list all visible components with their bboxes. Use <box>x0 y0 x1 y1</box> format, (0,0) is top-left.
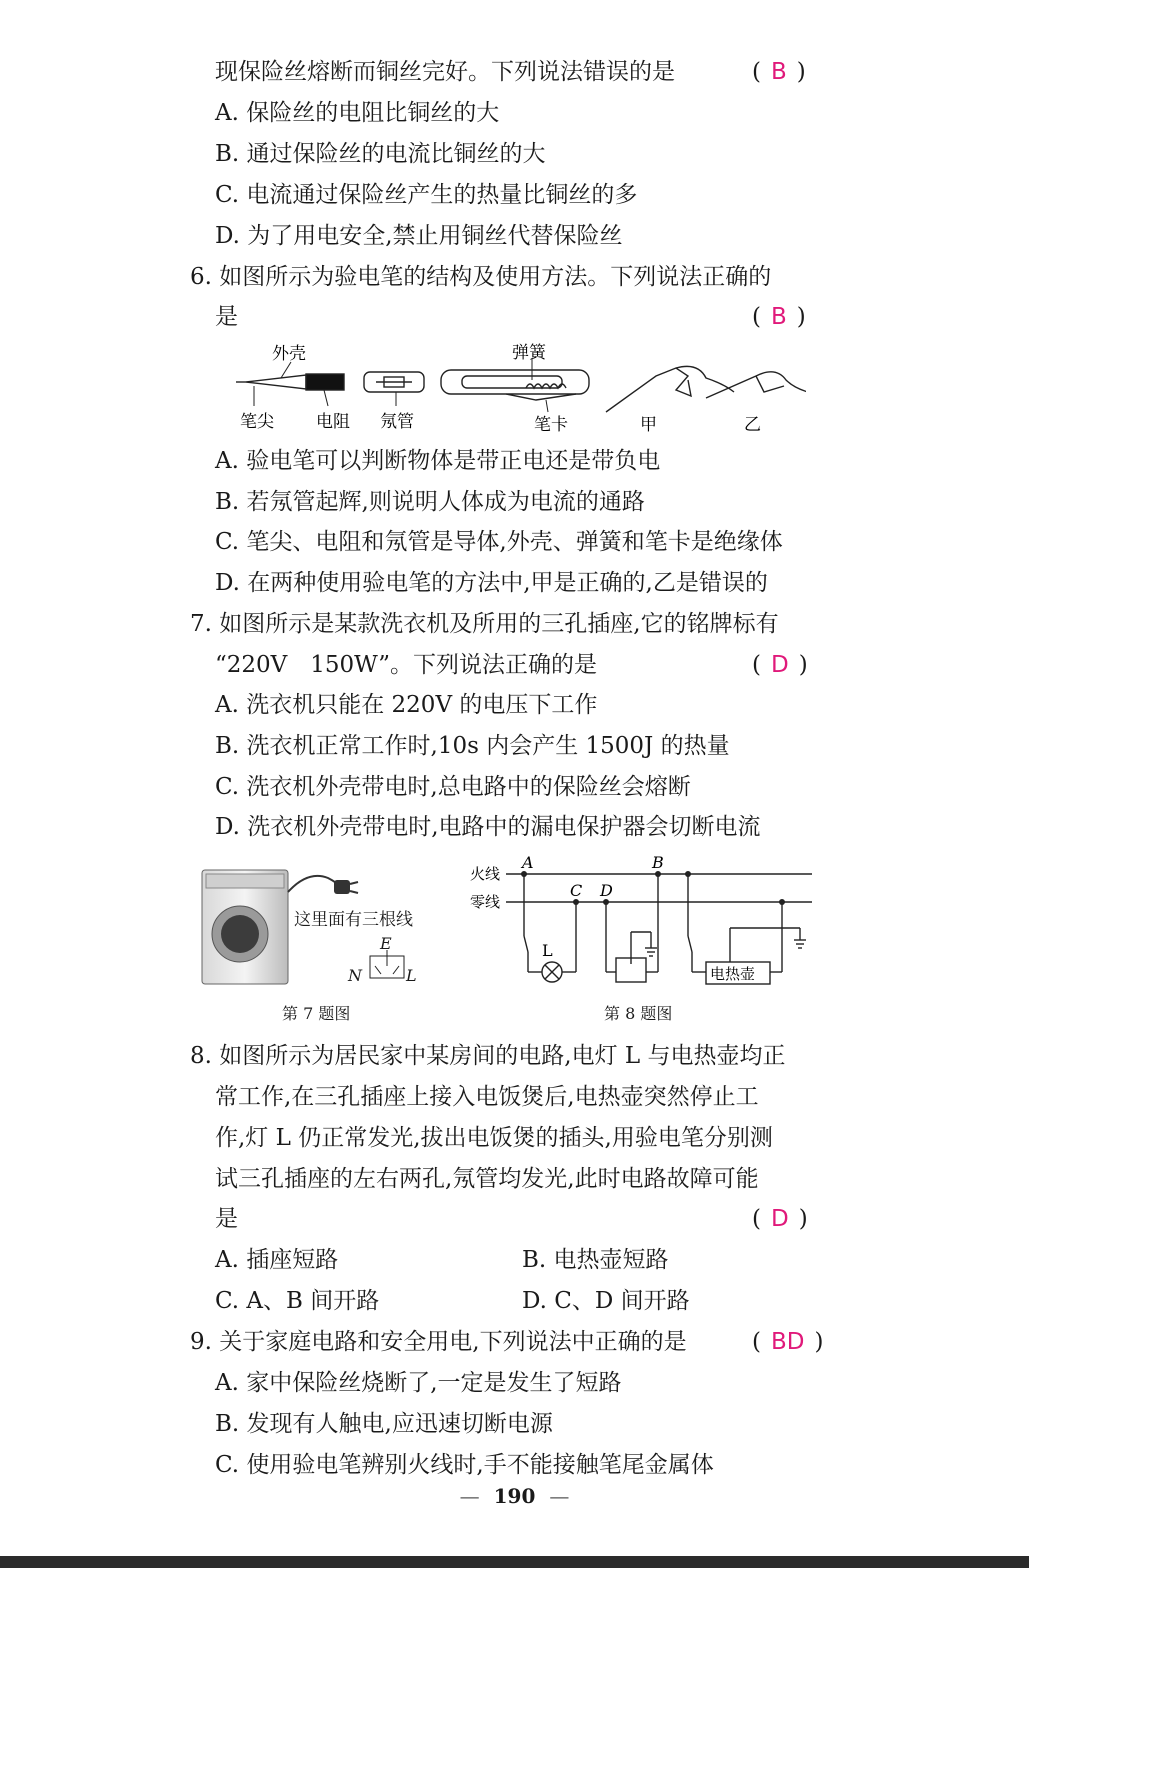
label-yi: 乙 <box>744 415 761 435</box>
q8-stem-line5: 是 <box>215 1206 238 1232</box>
q7-stem-line1: 7. 如图所示是某款洗衣机及所用的三孔插座,它的铭牌标有 <box>190 611 779 637</box>
footer-dash-left: — <box>459 1484 480 1508</box>
q7-stem-line2: “220V 150W”。下列说法正确的是 <box>215 652 597 678</box>
q8-stem-line1: 8. 如图所示为居民家中某房间的电路,电灯 L 与电热壶均正 <box>190 1043 786 1069</box>
page-footer <box>0 1484 1029 1508</box>
answer-letter: BD <box>770 1329 805 1355</box>
bottom-bar <box>0 1556 1029 1568</box>
circuit-figure <box>466 852 816 992</box>
label-resistor: 电阻 <box>316 412 350 432</box>
q8-option-a: A. 插座短路 <box>215 1247 339 1273</box>
q6-stem-line2: 是 <box>215 304 238 330</box>
q5-option-d: D. 为了用电安全,禁止用铜丝代替保险丝 <box>215 223 623 249</box>
q7-option-b: B. 洗衣机正常工作时,10s 内会产生 1500J 的热量 <box>215 733 730 759</box>
q7-option-a: A. 洗衣机只能在 220V 的电压下工作 <box>215 692 598 718</box>
tester-pen-diagram <box>236 340 806 436</box>
q8-stem-line3: 作,灯 L 仍正常发光,拔出电饭煲的插头,用验电笔分别测 <box>215 1125 773 1151</box>
kettle-label: 电热壶 <box>710 965 756 983</box>
plug-l-label: L <box>406 966 417 985</box>
q7-figure-note: 这里面有三根线 <box>294 910 413 930</box>
q8-stem-line4: 试三孔插座的左右两孔,氖管均发光,此时电路故障可能 <box>215 1166 759 1192</box>
q9-stem: 9. 关于家庭电路和安全用电,下列说法中正确的是 <box>190 1329 687 1355</box>
q9-option-b: B. 发现有人触电,应迅速切断电源 <box>215 1411 553 1437</box>
q5-answer: ( B ) <box>752 59 806 85</box>
q5-option-c: C. 电流通过保险丝产生的热量比铜丝的多 <box>215 182 638 208</box>
point-b-label: B <box>652 853 664 872</box>
q6-option-d: D. 在两种使用验电笔的方法中,甲是正确的,乙是错误的 <box>215 570 768 596</box>
q7-answer: ( D ) <box>752 652 808 678</box>
q7-caption: 第 7 题图 <box>282 1004 351 1023</box>
q6-stem-line1: 6. 如图所示为验电笔的结构及使用方法。下列说法正确的 <box>190 264 772 290</box>
lamp-label: L <box>542 941 553 960</box>
label-jia: 甲 <box>640 415 657 435</box>
q8-option-c: C. A、B 间开路 <box>215 1288 380 1314</box>
label-spring: 弹簧 <box>512 343 546 363</box>
q9-option-a: A. 家中保险丝烧断了,一定是发生了短路 <box>215 1370 622 1396</box>
tester-pen-figure <box>236 340 806 436</box>
point-c-label: C <box>570 881 583 900</box>
q9-option-c: C. 使用验电笔辨别火线时,手不能接触笔尾金属体 <box>215 1452 714 1478</box>
label-tip: 笔尖 <box>240 412 274 432</box>
plug-n-label: N <box>348 966 362 985</box>
q6-option-c: C. 笔尖、电阻和氖管是导体,外壳、弹簧和笔卡是绝缘体 <box>215 529 783 555</box>
circuit-diagram <box>466 852 816 992</box>
q6-answer: ( B ) <box>752 304 806 330</box>
q6-option-a: A. 验电笔可以判断物体是带正电还是带负电 <box>215 448 661 474</box>
q7-option-d: D. 洗衣机外壳带电时,电路中的漏电保护器会切断电流 <box>215 814 761 840</box>
q7-option-c: C. 洗衣机外壳带电时,总电路中的保险丝会熔断 <box>215 774 691 800</box>
neutral-label: 零线 <box>470 893 501 911</box>
answer-letter: B <box>770 304 787 330</box>
q8-answer: ( D ) <box>752 1206 808 1232</box>
q5-option-a: A. 保险丝的电阻比铜丝的大 <box>215 100 500 126</box>
power-cord-icon <box>288 876 342 892</box>
live-label: 火线 <box>470 865 501 883</box>
q8-stem-line2: 常工作,在三孔插座上接入电饭煲后,电热壶突然停止工 <box>215 1084 759 1110</box>
footer-dash-right: — <box>549 1484 570 1508</box>
q5-option-b: B. 通过保险丝的电流比铜丝的大 <box>215 141 546 167</box>
q6-option-b: B. 若氖管起辉,则说明人体成为电流的通路 <box>215 489 645 515</box>
q8-caption: 第 8 题图 <box>604 1004 673 1023</box>
plug-icon <box>334 880 350 894</box>
q5-stem: 现保险丝熔断而铜丝完好。下列说法错误的是 <box>215 59 675 85</box>
answer-letter: B <box>770 59 787 85</box>
point-a-label: A <box>522 853 534 872</box>
label-shell: 外壳 <box>272 344 306 364</box>
label-clip: 笔卡 <box>534 415 568 435</box>
plug-e-label: E <box>380 934 392 953</box>
q8-option-d: D. C、D 间开路 <box>522 1288 690 1314</box>
page-number: 190 <box>493 1484 536 1508</box>
q9-answer: ( BD ) <box>752 1329 824 1355</box>
point-d-label: D <box>600 881 613 900</box>
answer-letter: D <box>770 1206 789 1232</box>
q8-option-b: B. 电热壶短路 <box>522 1247 669 1273</box>
label-neon: 氖管 <box>380 412 414 432</box>
answer-letter: D <box>770 652 789 678</box>
